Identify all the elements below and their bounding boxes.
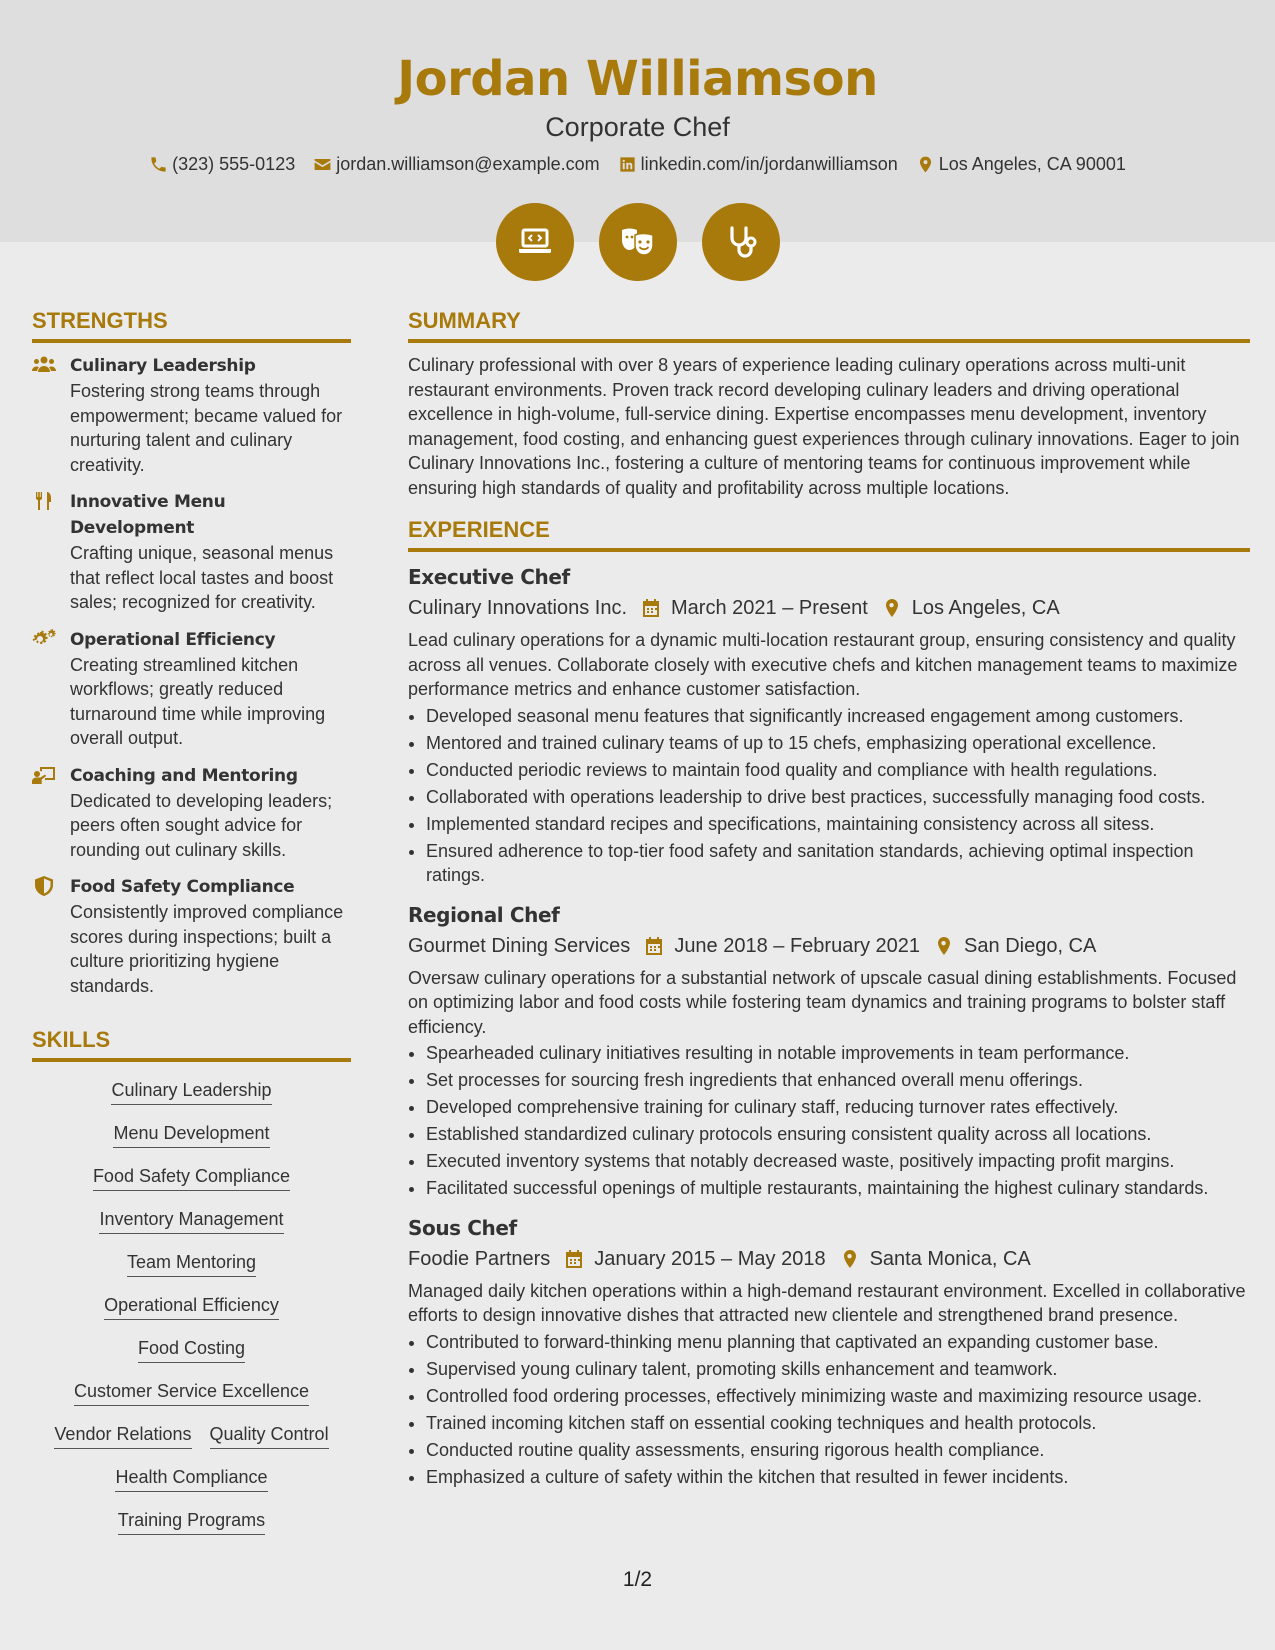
candidate-name: Jordan Williamson <box>397 51 878 107</box>
skill-tag: Inventory Management <box>99 1207 283 1234</box>
job-bullet: • Trained incoming kitchen staff on essential cooking techniques and health protocols. <box>426 1411 1250 1436</box>
map-marker-icon <box>882 598 902 618</box>
strength-title: Operational Efficiency <box>70 629 276 650</box>
calendar-icon <box>641 598 661 618</box>
right-column <box>408 305 1250 1501</box>
skill-tag: Quality Control <box>210 1422 329 1449</box>
strengths-heading: STRENGTHS <box>32 305 351 343</box>
skill-tag: Team Mentoring <box>127 1250 256 1277</box>
shield-icon <box>32 876 56 896</box>
calendar-icon <box>644 936 664 956</box>
linkedin-icon <box>618 155 637 174</box>
map-marker-icon <box>934 936 954 956</box>
calendar-icon <box>564 1249 584 1269</box>
job-bullet: • Mentored and trained culinary teams of up to 15 chefs, emphasizing operational excellence. <box>426 731 1250 756</box>
job-bullet: • Developed comprehensive training for culinary staff, reducing turnover rates effectively. <box>426 1095 1250 1120</box>
skill-tag: Customer Service Excellence <box>74 1379 309 1406</box>
job-bullet: • Implemented standard recipes and specifications, maintaining consistency across all sitess. <box>426 812 1250 837</box>
interest-circle-medical <box>702 203 780 281</box>
job-dates: March 2021 – Present <box>671 597 868 619</box>
job-bullet: • Conducted routine quality assessments, ensuring rigorous health compliance. <box>426 1438 1250 1463</box>
skill-tag: Food Costing <box>138 1336 245 1363</box>
location-text: Los Angeles, CA 90001 <box>938 154 1126 174</box>
strength-title: Coaching and Mentoring <box>70 765 298 786</box>
skill-tag: Operational Efficiency <box>104 1293 279 1320</box>
job-location: Los Angeles, CA <box>911 597 1060 619</box>
job-bullet: • Conducted periodic reviews to maintain food quality and compliance with health regulations. <box>426 758 1250 783</box>
strength-item <box>32 489 351 615</box>
job-bullet: • Set processes for sourcing fresh ingredients that enhanced overall menu offerings. <box>426 1068 1250 1093</box>
job-meta <box>408 1243 1250 1275</box>
strength-title: Food Safety Compliance <box>70 877 295 897</box>
contact-location <box>916 150 1126 178</box>
skill-tag: Culinary Leadership <box>111 1078 271 1105</box>
interest-icons <box>0 203 1275 281</box>
stethoscope-icon <box>721 222 761 262</box>
job-bullet: • Supervised young culinary talent, promoting skills enhancement and teamwork. <box>426 1357 1250 1382</box>
job-title: Executive Chef <box>408 565 570 589</box>
job-bullets <box>408 704 1250 888</box>
job-dates: January 2015 – May 2018 <box>594 1247 826 1270</box>
contact-linkedin[interactable] <box>618 150 898 178</box>
strength-item <box>32 627 351 751</box>
skills-list <box>32 1072 351 1535</box>
linkedin-link[interactable]: linkedin.com/in/jordanwilliamson <box>640 154 898 174</box>
job-bullet: • Developed seasonal menu features that significantly increased engagement among customers. <box>426 704 1250 729</box>
theater-masks-icon <box>618 222 658 262</box>
job-bullet: • Emphasized a culture of safety within the kitchen that resulted in fewer incidents. <box>426 1465 1250 1490</box>
envelope-icon <box>313 155 332 174</box>
chalkboard-teacher-icon <box>32 765 56 785</box>
strength-title: Culinary Leadership <box>70 356 256 376</box>
summary-text: Culinary professional with over 8 years of experience leading culinary operations across multi-unit restaurant environments. Proven track record developing culinary leaders and driving operational excellence in high-volume, full-service dining. Expertise encompasses menu development, inventory management, food costing, and enhancing guest experiences through culinary innovations. Eager to join Culinary Innovations Inc., fostering a culture of mentoring teams for continuous improvement while ensuring high standards of quality and profitability across multiple locations. <box>408 355 1240 498</box>
job-bullet: • Executed inventory systems that notably decreased waste, positively impacting profit margins. <box>426 1149 1250 1174</box>
skill-tag: Health Compliance <box>115 1465 267 1492</box>
map-marker-icon <box>840 1249 860 1269</box>
strength-desc: Creating streamlined kitchen workflows; greatly reduced turnaround time while improving overall output. <box>70 654 326 748</box>
contact-phone <box>149 150 295 178</box>
job-company: Foodie Partners <box>408 1247 551 1270</box>
job-entry <box>408 562 1250 888</box>
job-entry <box>408 900 1250 1201</box>
strength-desc: Crafting unique, seasonal menus that reflect local tastes and boost sales; recognized for creativity. <box>70 543 334 612</box>
interest-circle-theater <box>599 203 677 281</box>
job-bullet: • Collaborated with operations leadership to drive best practices, successfully managing food costs. <box>426 785 1250 810</box>
skill-tag: Vendor Relations <box>54 1422 191 1449</box>
strength-desc: Dedicated to developing leaders; peers often sought advice for rounding out culinary skills. <box>70 790 333 860</box>
job-meta <box>408 930 1250 962</box>
job-company: Culinary Innovations Inc. <box>408 597 628 619</box>
job-dates: June 2018 – February 2021 <box>674 934 921 957</box>
strength-item <box>32 353 351 477</box>
job-description: Oversaw culinary operations for a substantial network of upscale casual dining establishments. Focused on optimizing labor and food costs while fostering team dynamics and training programs to bolster staff efficiency. <box>408 967 1237 1037</box>
email-link[interactable]: jordan.williamson@example.com <box>336 154 600 174</box>
strength-desc: Fostering strong teams through empowerment; became valued for nurturing talent and culinary creativity. <box>70 381 343 475</box>
job-description: Managed daily kitchen operations within a high-demand restaurant environment. Excelled in collaborative efforts to design innovative dishes that attracted new clientele and strengthened brand presence. <box>408 1280 1246 1325</box>
summary-heading: SUMMARY <box>408 305 1250 343</box>
job-company: Gourmet Dining Services <box>408 934 631 957</box>
phone-text: (323) 555-0123 <box>172 154 296 174</box>
job-title: Regional Chef <box>408 902 560 927</box>
strength-desc: Consistently improved compliance scores during inspections; built a culture prioritizing hygiene standards. <box>70 902 344 996</box>
job-title: Sous Chef <box>408 1215 517 1240</box>
experience-heading: EXPERIENCE <box>408 514 1250 552</box>
job-bullet: • Controlled food ordering processes, effectively minimizing waste and maximizing resource usage. <box>426 1384 1250 1409</box>
job-bullet: • Spearheaded culinary initiatives resulting in notable improvements in team performance. <box>426 1041 1250 1066</box>
gears-icon <box>32 629 56 649</box>
job-bullet: • Established standardized culinary protocols ensuring consistent quality across all locations. <box>426 1122 1250 1147</box>
job-bullet: • Contributed to forward-thinking menu planning that captivated an expanding customer base. <box>426 1330 1250 1355</box>
utensils-icon <box>32 491 56 511</box>
map-marker-icon <box>916 155 935 174</box>
left-column <box>32 305 351 1551</box>
interest-circle-coding <box>496 203 574 281</box>
job-meta <box>408 592 1250 624</box>
job-description: Lead culinary operations for a dynamic multi-location restaurant group, ensuring consistency and quality across all venues. Collaborate closely with executive chefs and kitchen management teams to maximize performance metrics and enhance customer satisfaction. <box>408 630 1238 699</box>
job-bullets <box>408 1330 1250 1490</box>
job-entry <box>408 1213 1250 1490</box>
candidate-role: Corporate Chef <box>545 112 730 142</box>
job-bullets <box>408 1041 1250 1201</box>
contact-email[interactable] <box>313 150 599 178</box>
skill-tag: Food Safety Compliance <box>93 1164 290 1191</box>
skills-heading: SKILLS <box>32 1024 351 1062</box>
strength-title: Innovative Menu Development <box>70 492 226 538</box>
skill-tag: Training Programs <box>118 1508 265 1535</box>
contact-bar <box>0 150 1275 178</box>
job-location: Santa Monica, CA <box>869 1247 1031 1270</box>
skill-tag: Menu Development <box>113 1121 269 1148</box>
experience-list <box>408 562 1250 1489</box>
strength-item <box>32 763 351 863</box>
strength-item <box>32 874 351 998</box>
job-bullet: • Facilitated successful openings of multiple restaurants, maintaining the highest culinary standards. <box>426 1176 1250 1201</box>
page-number: 1/2 <box>622 1568 653 1591</box>
users-icon <box>32 355 56 375</box>
job-location: San Diego, CA <box>964 934 1097 957</box>
phone-icon <box>149 155 168 174</box>
job-bullet: • Ensured adherence to top-tier food safety and sanitation standards, achieving optimal inspection ratings. <box>426 839 1250 888</box>
laptop-code-icon <box>515 222 555 262</box>
